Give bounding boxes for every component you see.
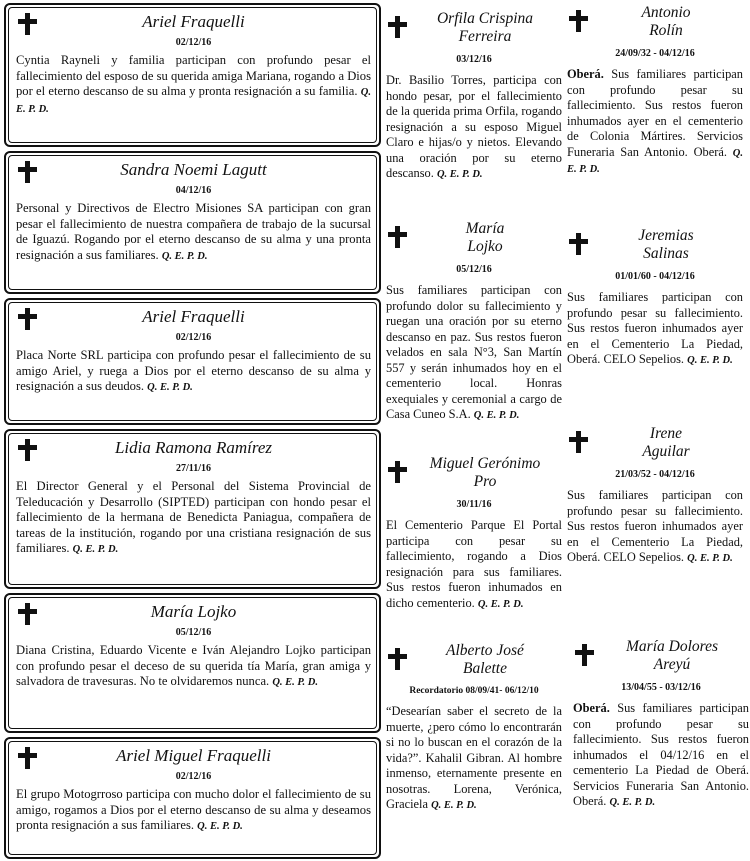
notice-text: Oberá. Sus familiares participan con profundo pesar su fallecimiento. Sus restos fueron inhumados el 04/12/16 en el cementerio La Piedad de Oberá. Servicios Funeraria San Antonio. Oberá. Q. E. P. D. [573,701,749,808]
qepd-text: Q. E. P. D. [687,355,733,366]
notice-entry [567,425,743,567]
notice-text: Personal y Directivos de Electro Misiones SA participan con gran pesar el fallecimiento de nuestra compañera de trabajo de la sucursal de Iguazú. Rogando por el eterno descanso de su alma y una pronta resignación a sus familiares. Q. E. P. D. [16,201,371,262]
notice-name: Lidia Ramona Ramírez [114,438,273,457]
notice-text: Sus familiares participan con profundo pesar su fallecimiento. Sus restos fueron inhumados ayer en el Cementerio La Piedad, Oberá. CELO Sepelios. Q. E. P. D. [567,488,743,564]
notice-name: Alberto José Balette [446,642,524,677]
notice-name: Ariel Fraquelli [142,307,245,326]
notice-entry [573,638,749,811]
notice-date: 02/12/16 [175,37,212,48]
cross-icon [569,431,587,453]
cross-icon [388,648,406,670]
notice-date: 01/01/60 - 04/12/16 [615,271,695,282]
notice-name: María Dolores Areyú [626,638,718,673]
cross-icon [569,10,587,32]
notice-text: Oberá. Sus familiares participan con profundo pesar su fallecimiento. Sus restos fueron inhumados ayer en el cementerio de Colonia Mártires. Servicios Funeraria San Antonio. Oberá. Q. E. P. D. [567,67,743,175]
qepd-text: Q. E. P. D. [72,544,119,555]
notice-text: Diana Cristina, Eduardo Vicente e Iván Alejandro Lojko participan con profundo pesar el deceso de su querida tía María, gran amiga y salvadora de travesuras. No te olvidaremos nunca. Q. E. P. D. [16,643,371,688]
qepd-text: Q. E. P. D. [197,821,243,832]
cross-icon [388,461,406,483]
notice-text: Placa Norte SRL participa con profundo pesar el fallecimiento de su amigo Ariel, y ruega a Dios por el eterno descanso de su alma y resignación a sus deudos. Q. E. P. D. [16,348,371,393]
notice-entry [567,4,743,178]
notice-name: Antonio Rolín [641,4,691,39]
qepd-text: Q. E. P. D. [16,87,372,115]
notice-date: 30/11/16 [456,499,492,510]
notice-text: El grupo Motogrroso participa con mucho dolor el fallecimiento de su amigo, rogamos a Dios por el eterno descanso de su alma y deseamos pronta resignación a sus familiares. Q. E. P. D. [16,787,371,832]
cross-icon [18,13,36,35]
notice-box [4,593,381,733]
qepd-text: Q. E. P. D. [687,553,733,564]
cross-icon [575,644,593,666]
cross-icon [18,603,36,625]
notice-date: 03/12/16 [456,54,492,65]
qepd-text: Q. E. P. D. [431,800,477,811]
notice-box [4,737,381,859]
qepd-text: Q. E. P. D. [436,169,483,180]
cross-icon [388,226,406,248]
notice-date: 05/12/16 [456,264,492,275]
notice-box [4,151,381,294]
notice-entry [386,220,562,424]
notice-date: Recordatorio 08/09/41- 06/12/10 [409,686,539,696]
notice-text: Sus familiares participan con profundo pesar su fallecimiento. Sus restos fueron inhumados ayer en el Cementerio La Piedad, Oberá. CELO Sepelios. Q. E. P. D. [567,290,743,366]
notice-date: 27/11/16 [175,463,211,474]
notice-name: Sandra Noemi Lagutt [120,160,267,179]
notice-name: Orfila Crispina Ferreira [436,10,534,45]
notice-entry [567,227,743,369]
notice-date: 02/12/16 [175,332,212,343]
notice-entry [386,455,562,612]
notice-text: El Cementerio Parque El Portal participa con pesar su fallecimiento, rogando a Dios resignación para sus familiares. Sus restos fueron inhumados en dicho cementerio. Q. E. P. D. [386,518,562,610]
notice-box [4,429,381,589]
notice-name: Irene Aguilar [642,425,690,460]
qepd-text: Q. E. P. D. [473,410,520,421]
qepd-text: Q. E. P. D. [609,797,656,808]
notice-date: 24/09/32 - 04/12/16 [615,48,695,59]
notice-entry [386,10,562,183]
notice-name: María Lojko [465,220,505,255]
notice-date: 02/12/16 [175,771,212,782]
notice-date: 13/04/55 - 03/12/16 [621,682,701,693]
notice-entry [386,642,562,814]
qepd-text: Q. E. P. D. [161,250,208,262]
notice-date: 04/12/16 [175,185,212,196]
notice-text: “Desearían saber el secreto de la muerte, ¿pero cómo lo encontrarán si no lo buscan en el corazón de la vida?”. Kahalil Gibran. Al hombre inmenso, eternamente presente en nosotras. Lorena, Verónica, Graciela Q. E. P. D. [386,704,562,811]
notice-text: Cyntia Rayneli y familia participan con profundo pesar el fallecimiento del esposo de su querida amiga Mariana, rogando a Dios por el eterno descanso de su alma y pronta resignación a su familia. Q. E. P. D. [16,53,372,115]
notice-text: Sus familiares participan con profundo dolor su fallecimiento y ruegan una oración por su eterno descanso en paz. Sus restos fueron velados en sala N°3, San Martín 557 y serán inhumados hoy en el cementerio local. Honras exequiales y ceremonial a cargo de Casa Cuneo S.A. Q. E. P. D. [386,283,562,421]
cross-icon [569,233,587,255]
qepd-text: Q. E. P. D. [272,677,318,688]
qepd-text: Q. E. P. D. [477,598,524,610]
notice-name: María Lojko [150,602,237,621]
cross-icon [18,439,36,461]
notice-name: Jeremias Salinas [638,227,694,262]
notice-text: Dr. Basilio Torres, participa con hondo pesar, por el fallecimiento de la querida prima Orfila, rogando resignación a su esposo Miguel Claro e hijas/o y nietos. Elevando una oración por su eterno descanso. Q. E. P. D. [386,73,562,180]
cross-icon [388,16,406,38]
cross-icon [18,308,36,330]
qepd-text: Q. E. P. D. [147,382,193,393]
notice-box [4,298,381,425]
notice-name: Miguel Gerónimo Pro [429,455,541,490]
notice-date: 05/12/16 [175,627,212,638]
qepd-text: Q. E. P. D. [567,147,743,175]
cross-icon [18,161,36,183]
notice-text: El Director General y el Personal del Sistema Provincial de Teleducación y Desarrollo (SIPTED) participan con hondo pesar el fallecimiento de la hermana de Benedicta Paniagua, compañera de tareas de la institución, rogando por una cristiana resignación de sus familiares. Q. E. P. D. [16,479,371,555]
notice-box [4,3,381,147]
cross-icon [18,747,36,769]
notice-name: Ariel Miguel Fraquelli [116,746,271,765]
notice-date: 21/03/52 - 04/12/16 [615,469,695,480]
notice-name: Ariel Fraquelli [142,12,245,31]
